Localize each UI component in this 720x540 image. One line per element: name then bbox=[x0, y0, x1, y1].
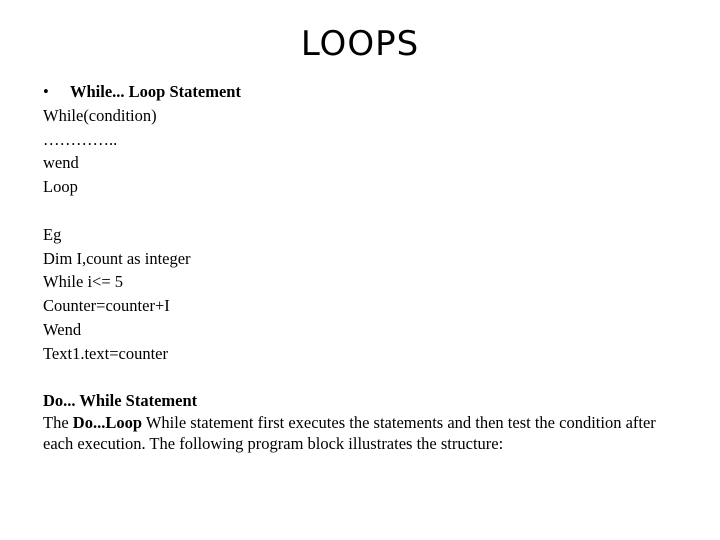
slide-title: LOOPS bbox=[300, 24, 420, 64]
paragraph-prefix: The bbox=[43, 413, 73, 433]
spacer bbox=[43, 199, 683, 223]
example-line: Dim I,count as integer bbox=[43, 248, 191, 268]
paragraph-rest: While statement first executes the statements and then test the condition after each execution. The following program block illustrates the structure: bbox=[43, 413, 656, 453]
syntax-line: ………….. bbox=[43, 129, 118, 149]
syntax-line: Loop bbox=[43, 177, 78, 197]
heading-while-loop: While... Loop Statement bbox=[70, 82, 241, 101]
paragraph-bold-term: Do...Loop bbox=[72, 413, 143, 433]
example-line: Eg bbox=[43, 224, 62, 244]
example-line: Text1.text=counter bbox=[43, 343, 168, 363]
description-paragraph bbox=[43, 413, 683, 454]
example-line: Counter=counter+I bbox=[43, 296, 170, 316]
bullet-icon: • bbox=[43, 82, 49, 101]
bullet-heading-while-loop bbox=[43, 80, 683, 104]
example-line: Wend bbox=[43, 319, 82, 339]
heading-do-while: Do... While Statement bbox=[43, 391, 198, 411]
syntax-line: While(condition) bbox=[43, 105, 157, 125]
example-line: While i<= 5 bbox=[43, 272, 124, 292]
slide-body bbox=[43, 80, 683, 454]
spacer bbox=[43, 366, 683, 390]
syntax-line: wend bbox=[43, 153, 79, 173]
